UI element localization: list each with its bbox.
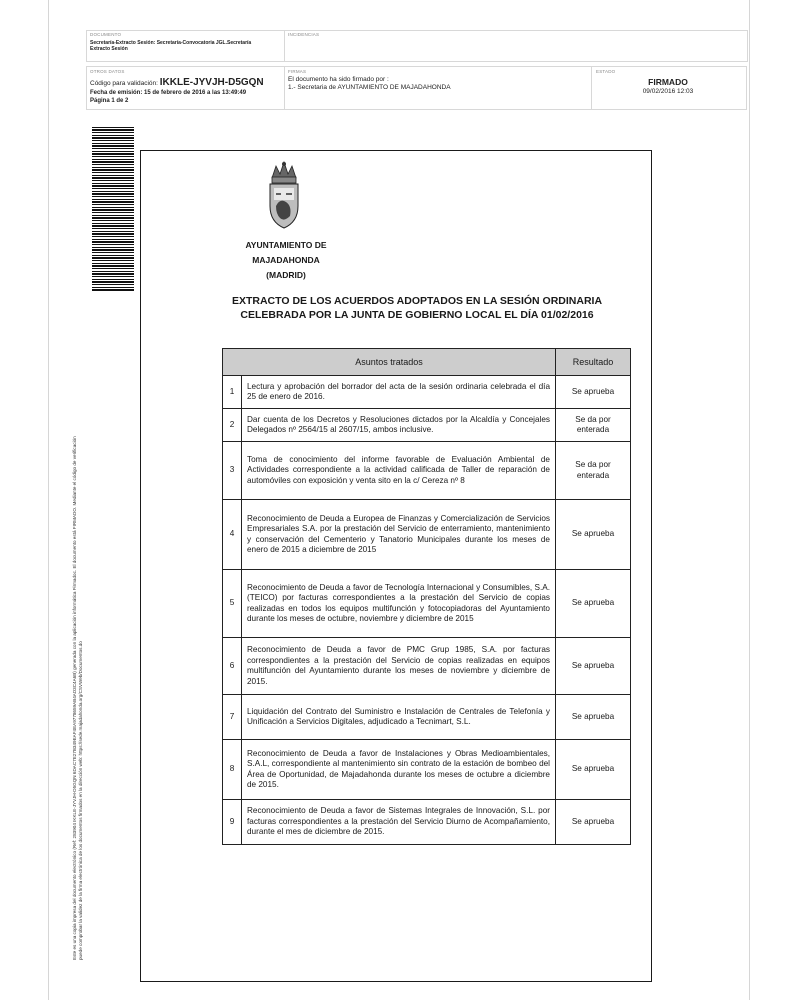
document-title	[212, 294, 622, 322]
table-row	[223, 740, 631, 800]
row-number: 7	[223, 695, 242, 740]
documento-label: DOCUMENTO	[90, 32, 122, 37]
estado-label: ESTADO	[596, 69, 616, 74]
row-number: 6	[223, 638, 242, 695]
firmado-por: El documento ha sido firmado por :	[288, 76, 389, 83]
row-subject: Reconocimiento de Deuda a favor de Instalaciones y Obras Medioambientales, S.A.L, correspondiente al mantenimiento sin contrato de la estación de bombeo del Área de Oportunidad, de Majadahonda durante los meses de octubre a diciembre de 2015.	[242, 740, 556, 800]
row-subject: Reconocimiento de Deuda a favor de Tecnología Internacional y Consumibles, S.A. (TEICO) por facturas correspondientes a la prestación del Servicio de copias realizadas en todos los equipos multifunción y fotocopiadoras del Ayuntamiento durante los meses de octubre, noviembre y diciembre de 2015	[242, 570, 556, 638]
sidebar-line-1: Este es una copia impresa del documento electrónico (Ref: 283904 IKKLE-JYVJH-D5GQN 6DAC7E27B349EAF4EA9778659AB4AD3C4A6B) generada con la aplicación informática Firmadoc. El documento está FIRMADO. Mediante el código de verificación	[72, 436, 77, 960]
row-number: 4	[223, 500, 242, 570]
row-number: 2	[223, 409, 242, 442]
table-row	[223, 638, 631, 695]
header-resultado: Resultado	[556, 349, 631, 376]
firmas-label: FIRMAS	[288, 69, 307, 74]
row-subject: Reconocimiento de Deuda a Europea de Finanzas y Comercialización de Servicios Empresariales S.A. por la prestación del Servicio de enterramiento, mantenimiento y conservación del Cementerio y Tanatorio Municipales durante los meses de enero de 2015 a diciembre de 2015	[242, 500, 556, 570]
row-subject: Reconocimiento de Deuda a favor de PMC Grup 1985, S.A. por facturas correspondientes a la prestación del Servicio de copias realizadas en equipos multifunción del Ayuntamiento durante los meses de noviembre y diciembre de 2015.	[242, 638, 556, 695]
row-result: Se aprueba	[556, 800, 631, 845]
validation-label: Código para validación:	[90, 80, 158, 87]
estado-status: FIRMADO	[648, 77, 688, 87]
row-result: Se aprueba	[556, 500, 631, 570]
org-line-1: AYUNTAMIENTO DE	[245, 240, 327, 250]
page-indicator: Página 1 de 2	[90, 98, 129, 104]
table-row	[223, 800, 631, 845]
row-result: Se aprueba	[556, 695, 631, 740]
agreements-table	[222, 348, 631, 845]
row-subject: Toma de conocimiento del informe favorable de Evaluación Ambiental de Actividades correspondiente a la actividad calificada de Taller de reparación de automóviles con exposición y venta sito en la c/ Cereza nº 8	[242, 442, 556, 500]
title-line-2: CELEBRADA POR LA JUNTA DE GOBIERNO LOCAL EL DÍA 01/02/2016	[240, 309, 594, 321]
barcode	[92, 127, 134, 292]
org-line-2: MAJADAHONDA	[252, 255, 320, 265]
table-header-row	[223, 349, 631, 376]
estado-date: 09/02/2016 12:03	[642, 88, 694, 95]
row-subject: Lectura y aprobación del borrador del acta de la sesión ordinaria celebrada el día 25 de enero de 2016.	[242, 376, 556, 409]
coat-of-arms-icon	[266, 160, 302, 230]
header-asuntos: Asuntos tratados	[223, 349, 556, 376]
row-number: 1	[223, 376, 242, 409]
table-row	[223, 570, 631, 638]
emision-date: Fecha de emisión: 15 de febrero de 2016 a las 13:49:49	[90, 90, 247, 96]
title-line-1: EXTRACTO DE LOS ACUERDOS ADOPTADOS EN LA SESIÓN ORDINARIA	[231, 295, 603, 307]
validation-code[interactable]: IKKLE-JYVJH-D5GQN	[159, 77, 264, 88]
sidebar-line-2: puede comprobar la validez de la firma electrónica de los documentos firmados en la dirección web: https://sede.majadahonda.org/CSVWeb/Documentos.do	[78, 641, 83, 960]
table-row	[223, 376, 631, 409]
table-row	[223, 500, 631, 570]
row-subject: Reconocimiento de Deuda a favor de Sistemas Integrales de Innovación, S.L. por facturas correspondientes a la prestación del Servicio Diurno de Acompañamiento, durante el mes de diciembre de 2015.	[242, 800, 556, 845]
table-body	[223, 376, 631, 845]
org-line-3: (MADRID)	[266, 270, 306, 280]
incidencias-box	[284, 30, 748, 62]
row-result: Se aprueba	[556, 570, 631, 638]
otros-datos-label: OTROS DATOS	[90, 69, 125, 74]
documento-text: Secretaría-Extracto Sesión: Secretaría-Convocatoria JGL.Secretaría Extracto Sesión	[90, 40, 252, 52]
validation-line	[90, 77, 264, 88]
row-number: 5	[223, 570, 242, 638]
row-number: 8	[223, 740, 242, 800]
row-result: Se aprueba	[556, 376, 631, 409]
verification-sidebar	[72, 280, 84, 960]
table-row	[223, 442, 631, 500]
row-subject: Liquidación del Contrato del Suministro e Instalación de Centrales de Telefonía y Unificación a Servicios Digitales, adjudicado a Tecnimart, S.L.	[242, 695, 556, 740]
incidencias-label: INCIDENCIAS	[288, 32, 320, 37]
row-result: Se da por enterada	[556, 409, 631, 442]
row-subject: Dar cuenta de los Decretos y Resoluciones dictados por la Alcaldía y Concejales Delegados nº 2564/15 al 2607/15, ambos inclusive.	[242, 409, 556, 442]
row-number: 9	[223, 800, 242, 845]
row-number: 3	[223, 442, 242, 500]
organization-name	[236, 238, 336, 283]
firmante: 1.- Secretaria de AYUNTAMIENTO DE MAJADAHONDA	[288, 84, 451, 91]
row-result: Se aprueba	[556, 638, 631, 695]
row-result: Se aprueba	[556, 740, 631, 800]
table-row	[223, 695, 631, 740]
table-row	[223, 409, 631, 442]
row-result: Se da por enterada	[556, 442, 631, 500]
